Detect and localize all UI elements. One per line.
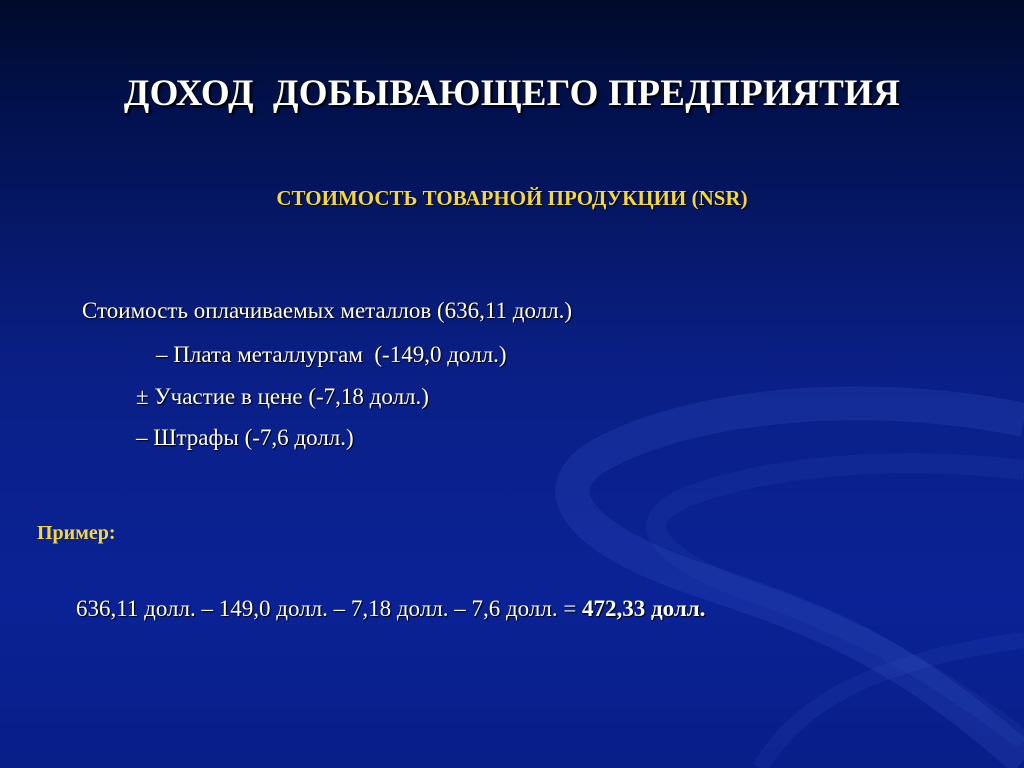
item-penalties: – Штрафы (-7,6 долл.) (136, 425, 354, 450)
formula-expression: 636,11 долл. – 149,0 долл. – 7,18 долл. – 7,6 долл. = (76, 596, 583, 621)
slide-title: ДОХОД ДОБЫВАЮЩЕГО ПРЕДПРИЯТИЯ (123, 73, 901, 114)
formula-result: 472,33 долл. (582, 596, 706, 621)
example-label: Пример: (37, 522, 116, 544)
item-metals-value: Стоимость оплачиваемых металлов (636,11 долл.) (82, 298, 573, 323)
example-formula (76, 596, 705, 622)
item-price-participation: ± Участие в цене (-7,18 долл.) (136, 384, 429, 409)
slide-subtitle: СТОИМОСТЬ ТОВАРНОЙ ПРОДУКЦИИ (NSR) (276, 186, 748, 210)
item-smelter-fee: – Плата металлургам (-149,0 долл.) (156, 342, 507, 367)
